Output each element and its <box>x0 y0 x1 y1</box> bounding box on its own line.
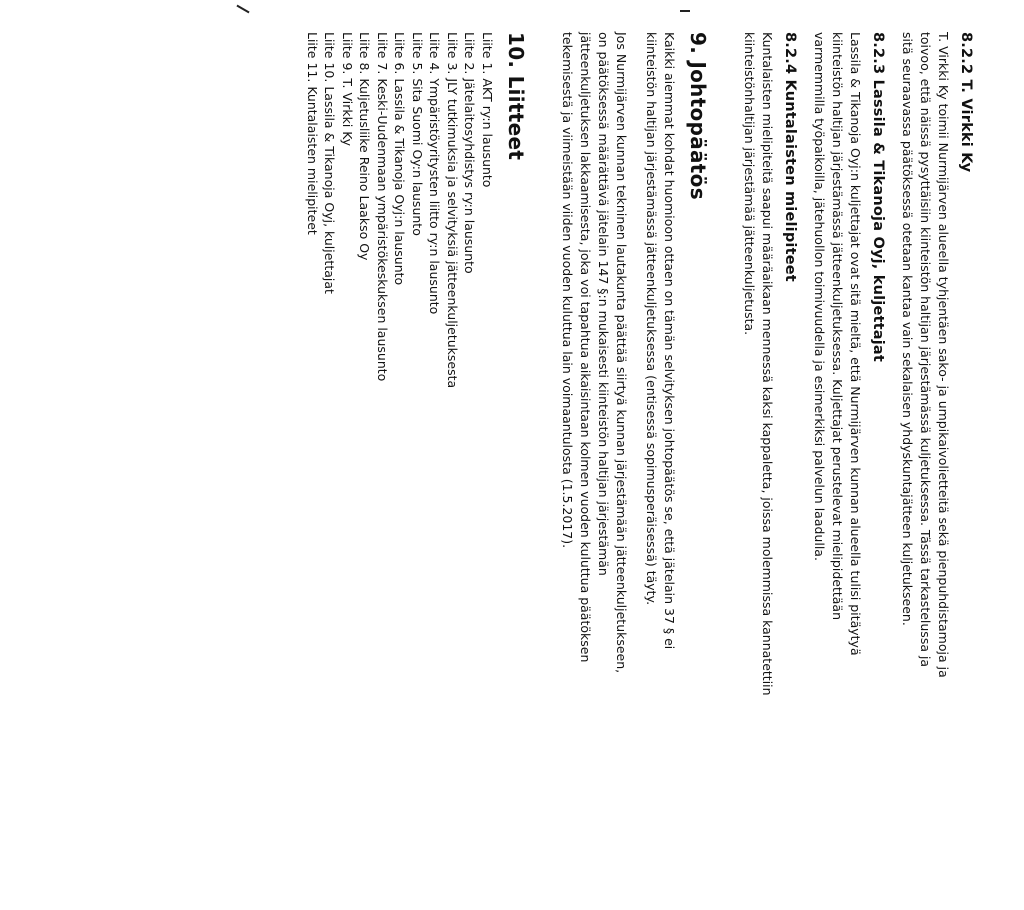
paragraph-9-1 <box>642 32 678 880</box>
section-8-2-4 <box>740 32 798 880</box>
text-line: Lassila & Tikanoja Oyj:n kuljettajat ovat sitä mieltä, että Nurmijärven kunnan alueella tulisi pitäytyä <box>848 32 863 656</box>
text-line: on päätöksessä määrättävä jätelain 147 §:n mukaisesti kiinteistön haltijan järjestämän <box>596 32 611 576</box>
paragraph-8-2-3 <box>810 32 864 880</box>
paragraph-8-2-2 <box>898 32 952 880</box>
list-item: Liite 9. T. Virkki Ky <box>340 32 355 146</box>
list-item: Liite 2. Jätelaitosyhdistys ry:n lausunto <box>462 32 478 274</box>
attachments-list <box>304 32 497 880</box>
list-item: Liite 6. Lassila & Tikanoja Oyj:n lausunto <box>392 32 408 286</box>
text-line: Kaikki aiemmat kohdat huomioon ottaen on tämän selvityksen johtopäätös se, että jätelain 37 § ei <box>662 32 677 650</box>
list-item: Liite 7. Keski-Uudenmaan ympäristökeskuksen lausunto <box>375 32 390 382</box>
text-line: jätteenkuljetuksen lakkaamisesta, joka voi tapahtua aikaisintaan kolmen vuoden kuluttua päätöksen <box>578 32 593 663</box>
list-item: Liite 1. AKT ry:n lausunto <box>480 32 495 188</box>
text-line: varmemmilla työpaikoilla, jätehuollon toimivuudella ja esimerkiksi palvelun laadulla. <box>812 32 827 561</box>
text-line: sitä seuraavassa päätöksessä otetaan kantaa vain sekalaisen yhdyskuntajätteen kuljetukseen. <box>900 32 915 626</box>
list-item: Liite 3. JLY tutkimuksia ja selvityksiä jätteenkuljetuksesta <box>445 32 460 389</box>
section-10 <box>304 32 529 880</box>
heading-10: 10. Liitteet <box>504 32 528 161</box>
list-item: Liite 8. Kuljetusliike Reino Laakso Oy <box>357 32 373 261</box>
section-8-2-3 <box>810 32 886 880</box>
text-line: Jos Nurmijärven kunnan tekninen lautakunta päättää siirtyä kunnan järjestämään jätteenkuljetukseen, <box>614 32 629 674</box>
list-item: Liite 5. Sita Suomi Oy:n lausunto <box>410 32 425 236</box>
text-line: kiinteistön haltijan järjestämässä jätteenkuljetuksessa. Kuljettajat perustelevat mielipidettään <box>830 32 845 620</box>
paragraph-8-2-4 <box>740 32 776 880</box>
list-item: Liite 10. Lassila & Tikanoja Oyj, kuljettajat <box>322 32 338 294</box>
text-line: toivoo, että näissä pysyttäisiin kiinteistön haltijan järjestämässä kuljetuksessa. Tässä tarkastelussa ja <box>918 32 933 668</box>
section-9 <box>558 32 710 880</box>
list-item: Liite 11. Kuntalaisten mielipiteet <box>305 32 320 235</box>
text-line: kiinteistön haltijan järjestämässä jätteenkuljetuksessa (entisessä sopimusperäisessä) täyty. <box>644 32 659 606</box>
heading-8-2-2: 8.2.2 T. Virkki Ky <box>958 32 974 173</box>
scan-mark <box>680 10 690 12</box>
text-line: tekemisestä ja viimeistään viiden vuoden kuluttua lain voimaantulosta (1.5.2017). <box>560 32 575 549</box>
text-line: T. Virkki Ky toimii Nurmijärven alueella tyhjentäen sako- ja umpikaivolietteitä sekä pienpuhdistamoja ja <box>936 32 951 678</box>
heading-9: 9. Johtopäätös <box>686 32 710 200</box>
heading-8-2-3: 8.2.3 Lassila & Tikanoja Oyj, kuljettajat <box>870 32 886 363</box>
list-item: Liite 4. Ympäristöyritysten liitto ry:n lausunto <box>427 32 443 315</box>
text-line: kiinteistönhaltijan järjestämää jätteenkuljetusta. <box>742 32 757 336</box>
section-8-2-2 <box>898 32 974 880</box>
heading-8-2-4: 8.2.4 Kuntalaisten mielipiteet <box>782 32 798 282</box>
paragraph-9-2 <box>558 32 630 880</box>
text-line: Kuntalaisten mielipiteitä saapui määräaikaan mennessä kaksi kappaletta, joissa molemmissa kannatettiin <box>760 32 775 696</box>
